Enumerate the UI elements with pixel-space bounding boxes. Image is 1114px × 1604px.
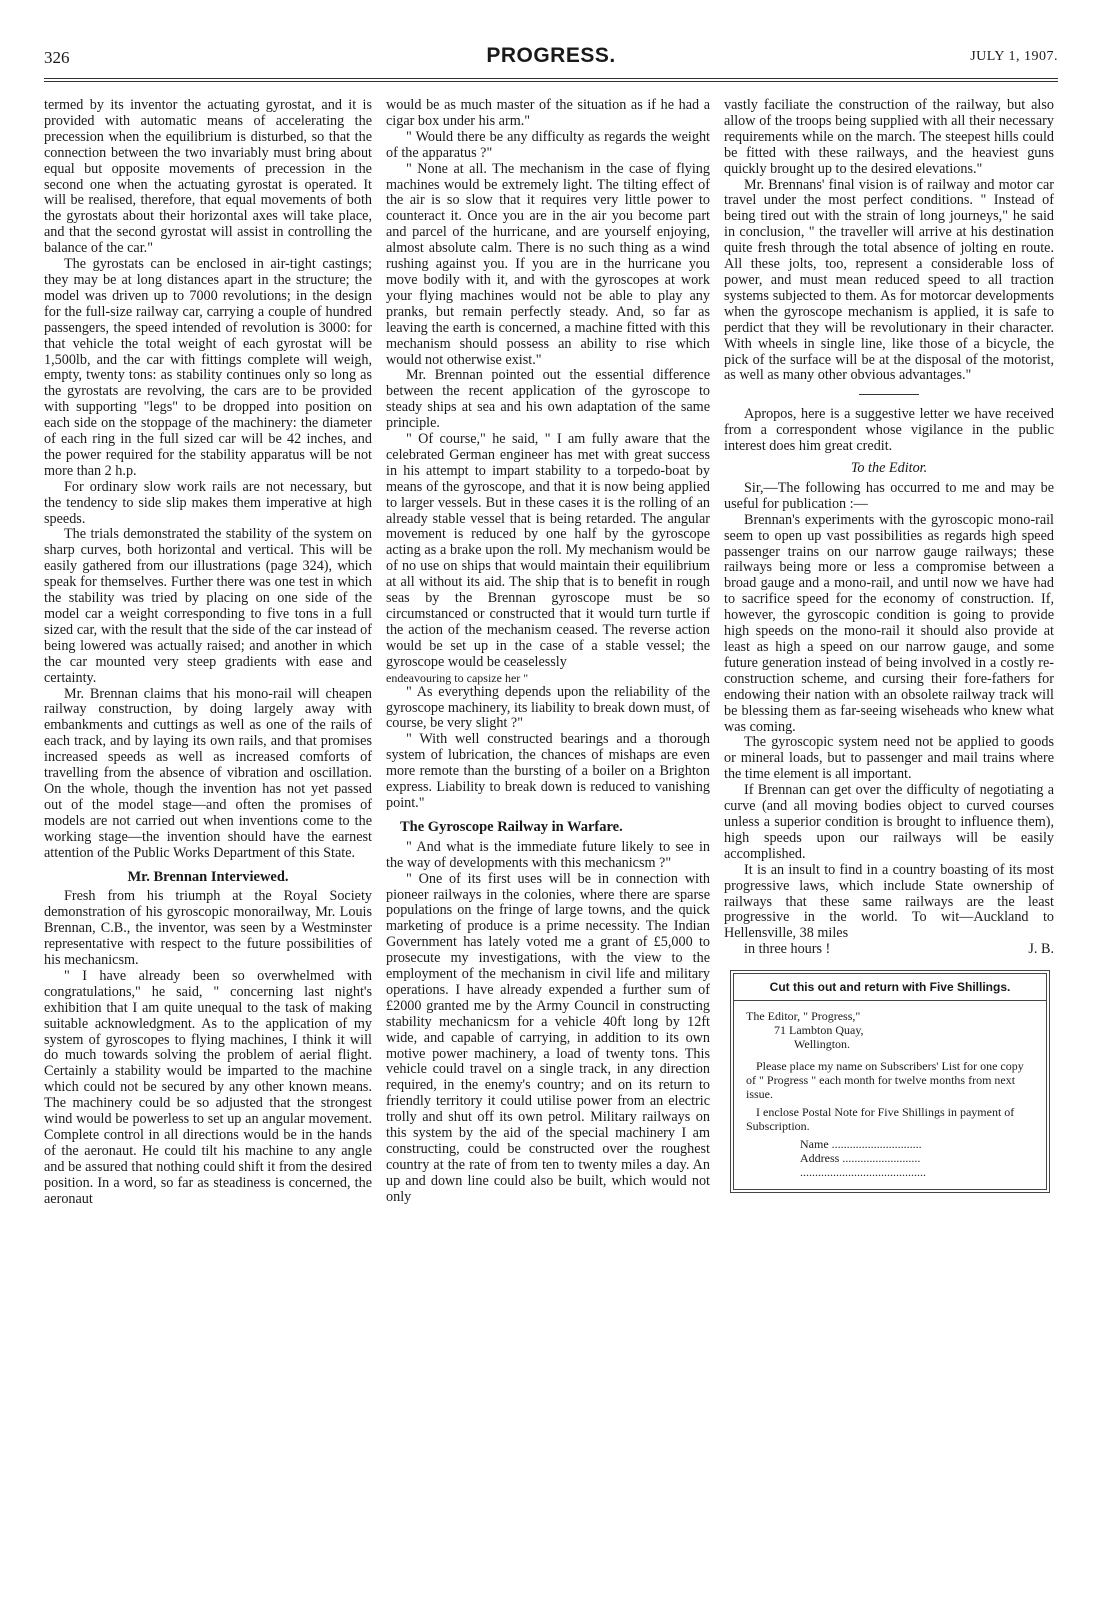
- paragraph: " I have already been so overwhelmed with congratulations," he said, " concerning last night's exhibition that I am quite unequal to the task of making suitable acknowledgment. As to the application of my system of gyroscopes to flying machines, I think it will do much towards solving the problem of aerial flight. Certainly a stability would be imparted to the machine which could not be secured by any other known means. The machinery could be so adjusted that the strongest wind would be powerless to set up an angular movement. Complete control in all directions would be in the hands of the aeronaut. He could tilt his machine to any angle and be assured that nothing could shift it from the desired position. In a word, so far as steadiness is concerned, the aeronaut: [44, 967, 372, 1207]
- name-label: Name: [800, 1137, 829, 1152]
- paragraph: The trials demonstrated the stability of the system on sharp curves, both horizontal and vertical. This will be easily gathered from our illustrations (page 324), which speak for themselves. Further there was one test in which the stability was tried by placing on one side of the model car a weight corresponding to five tons in a full sized car, with the result that the side of the car instead of being lowered was actually raised; and another in which the car mounted very steep gradients with ease and certainty.: [44, 526, 372, 686]
- header-rule: [44, 78, 1058, 79]
- address-label: Address: [800, 1151, 840, 1166]
- address-line: 71 Lambton Quay,: [774, 1023, 864, 1038]
- address-blank-2: ..........................................: [800, 1165, 926, 1180]
- paragraph-tail: endeavouring to capsize her ": [386, 670, 529, 685]
- paragraph: " Would there be any difficulty as regards the weight of the apparatus ?": [386, 128, 710, 161]
- page-header: [44, 44, 1058, 74]
- column-3: [724, 98, 1054, 1193]
- signature: J. B.: [1028, 941, 1054, 958]
- section-divider: [859, 394, 919, 395]
- paragraph: Fresh from his triumph at the Royal Society demonstration of his gyroscopic monorailway, Mr. Louis Brennan, C.B., the inventor, was seen by a Westminster representative with respect to the future possibilities of his mechanicsm.: [44, 888, 372, 969]
- paragraph: For ordinary slow work rails are not necessary, but the tendency to side slip makes them imperative at high speeds.: [44, 478, 372, 527]
- subscription-coupon: [730, 970, 1050, 1193]
- issue-date: JULY 1, 1907.: [970, 49, 1058, 64]
- letter-closing: [724, 942, 1054, 958]
- address-field[interactable]: [746, 1151, 1034, 1165]
- coupon-request: Please place my name on Subscribers' List for one copy of " Progress " each month for twelve months from next issue.: [746, 1059, 1024, 1102]
- column-2: [386, 98, 710, 1206]
- address-blank: ..........................: [842, 1151, 921, 1166]
- paragraph: The gyrostats can be enclosed in air-tight castings; they may be at long distances apart in the structure; the model was driven up to 7000 revolutions; in the design for the full-size railway car, carrying a couple of hundred passengers, the speed intended of revolution is 3000: for that vehicle the total weight of each gyrostat will be 1,500lb, and the car with fittings complete will weigh, empty, twenty tons: as stability continues only so long as the gyrostats are revolving, the cars are to be provided with supporting "legs" to be dropped into position on each side on the stoppage of the machinery: the diameter of each ring in the full sized car will be 42 inches, and the power required for the stability apparatus will be not more than 2 h.p.: [44, 256, 372, 479]
- publication-title: PROGRESS.: [486, 44, 616, 67]
- paragraph: " And what is the immediate future likely to see in the way of developments with this mechanicsm ?": [386, 838, 710, 871]
- paragraph: If Brennan can get over the difficulty of negotiating a curve (and all moving bodies object to curved courses unless a superior condition is brought to influence them), high speeds upon our railways will be easily accomplished.: [724, 782, 1054, 862]
- address-field-2[interactable]: [746, 1165, 1034, 1179]
- paragraph: Sir,—The following has occurred to me and may be useful for publication :—: [724, 479, 1054, 512]
- paragraph: Brennan's experiments with the gyroscopic mono-rail seem to open up vast possibilities as regards high speed passenger trains on our narrow gauge railways; these railways being more or less a compromise between a broad gauge and a mono-rail, and until now we have had to sacrifice speed for the economy of construction. If, however, the gyroscopic condition is going to provide high speeds on the mono-rail it should also provide at least as high a speed on our narrow gauge, and some future generation instead of being involved in a costly re-construction scheme, and cursing their fore-fathers for endowing their nation with an obsolete railway track will be blessing them as far-seeing wiseheads who knew what was coming.: [724, 511, 1054, 735]
- column-1: [44, 98, 372, 1208]
- name-blank: ..............................: [831, 1137, 922, 1152]
- paragraph: " None at all. The mechanism in the case of flying machines would be extremely light. The tilting effect of the air is so slow that it requires very little power to counteract it. Once you are in the air you become part and parcel of the hurricane, and are yourself enjoying, almost absolute calm. There is no such thing as a wind rushing against you. If you are in the hurricane you move bodily with it, and with the gyroscopes at work your flying machines would not be able to play any pranks, but remain perfectly steady. And, so far as leaving the earth is concerned, a machine fitted with this mechanism should possess an ability to rise which would not otherwise exist.": [386, 160, 710, 368]
- paragraph: would be as much master of the situation as if he had a cigar box under his arm.": [386, 97, 710, 129]
- section-heading: Mr. Brennan Interviewed.: [127, 868, 289, 885]
- paragraph: " As everything depends upon the reliability of the gyroscope machinery, its liability to break down must, of course, be very slight ?": [386, 683, 710, 732]
- letter-salutation: To the Editor.: [850, 460, 928, 477]
- section-heading: The Gyroscope Railway in Warfare.: [400, 818, 623, 835]
- paragraph: " One of its first uses will be in connection with pioneer railways in the colonies, where there are sparse populations on the fringe of large towns, and the quick marketing of produce is a prime necessity. The Indian Government has lately voted me a grant of £5,000 to prosecute my investigations, with the view to the employment of the mechanism in civil life and military operations. I have already expended a further sum of £2000 granted me by the Army Council in constructing stability mechanicsm for a vehicle 40ft long by 12ft wide, and capable of carrying, in addition to its own motive power machinery, a load of twenty tons. This vehicle could travel on a single track, in any direction required, in the enemy's country; and on its return to friendly territory it could utilise power from an electric trolly and shut off its own petrol. Military railways on this system by the aid of the special machinery I am constructing, could be constructed over the roughest country at the rate of from ten to twenty miles a day. An up and down line could also be built, which would not only: [386, 870, 710, 1205]
- paragraph: " Of course," he said, " I am fully aware that the celebrated German engineer has met with great success in his attempt to impart stability to a torpedo-boat by means of the gyroscope, and that it is now being applied to larger vessels. But in these cases it is the rolling of an already stable vessel that is being retarded. The angular movement is reduced by one half by the gyroscope acting as a brake upon the roll. My mechanism would be of no use on ships that would maintain their equilibrium at all without its aid. The ship that is to benefit in rough seas by the Brennan gyroscope must be so circumstanced or constructed that it would turn turtle if the action of the mechanism ceased. The reverse action would be set up in the case of a stable vessel; the gyroscope would be ceaselessly: [386, 431, 710, 670]
- closing-text: in three hours !: [744, 941, 831, 958]
- paragraph: The gyroscopic system need not be applied to goods or mineral loads, but to passenger and mail trains where the time element is all important.: [724, 734, 1054, 783]
- paragraph: " With well constructed bearings and a thorough system of lubrication, the chances of mishaps are even more remote than the bursting of a boiler on a Brighton express. Liability to break down is reduced to vanishing point.": [386, 731, 710, 811]
- coupon-enclosure: I enclose Postal Note for Five Shillings in payment of Subscription.: [746, 1105, 1015, 1134]
- paragraph: termed by its inventor the actuating gyrostat, and it is provided with automatic means of accelerating the precession when the equilibrium is disturbed, so that the connection between the two invariably must bring about equal but opposite movements of precession in the second one when the actuating gyrostat is operated. It will be realised, therefore, that equal movements of both the gyrostats about their horizontal axes will take place, and that the second gyrostat will assist in controlling the balance of the car.": [44, 97, 372, 257]
- editor-address: [746, 1009, 1034, 1051]
- paragraph: Mr. Brennan pointed out the essential difference between the recent application of the gyroscope to steady ships at sea and his own adaptation of the same principle.: [386, 367, 710, 432]
- page-number: 326: [44, 48, 70, 67]
- header-rule-2: [44, 81, 1058, 82]
- paragraph: vastly faciliate the construction of the railway, but also allow of the troops being supplied with all their necessary requirements while on the march. The steepest hills could be fitted with these railways, and the heaviest guns quickly brought up to the desired elevations.": [724, 97, 1054, 177]
- paragraph: Apropos, here is a suggestive letter we have received from a correspondent whose vigilance in the public interest does him great credit.: [724, 406, 1054, 455]
- address-line: Wellington.: [794, 1037, 851, 1052]
- name-field[interactable]: [746, 1137, 1034, 1151]
- paragraph: It is an insult to find in a country boasting of its most progressive laws, which include State ownership of railways that these same railways are the least progressive in the world. To wit—Auckland to Hellensville, 38 miles: [724, 861, 1054, 942]
- paragraph: Mr. Brennan claims that his mono-rail will cheapen railway construction, by doing largely away with embankments and cuttings as well as one of the rails of each track, and by laying its own rails, and that promises increased speeds as well as increased comforts of travelling from the absence of vibration and oscillation. On the whole, though the invention has not yet passed out of the model stage—and often the promises of models are not carried out when inventions come to the working stage—the invention should have the earnest attention of the Public Works Department of this State.: [44, 685, 372, 861]
- coupon-title: Cut this out and return with Five Shillings.: [734, 976, 1046, 1001]
- paragraph: Mr. Brennans' final vision is of railway and motor car travel under the most perfect conditions. " Instead of being tired out with the strain of long journeys," he said in conclusion, " the traveller will arrive at his destination quite fresh through the total absence of jolting en route. All these jolts, too, represent a considerable loss of power, and must mean reduced speed to all traction systems subjected to them. As for motorcar developments when the gyroscope mechanism is applied, it is safe to perdict that they will be revolutionary in their character. With wheels in single line, like those of a bicycle, the pick of the surface will be at the disposal of the motorist, as well as many other obvious advantages.": [724, 176, 1054, 384]
- address-line: The Editor, " Progress,": [746, 1009, 861, 1024]
